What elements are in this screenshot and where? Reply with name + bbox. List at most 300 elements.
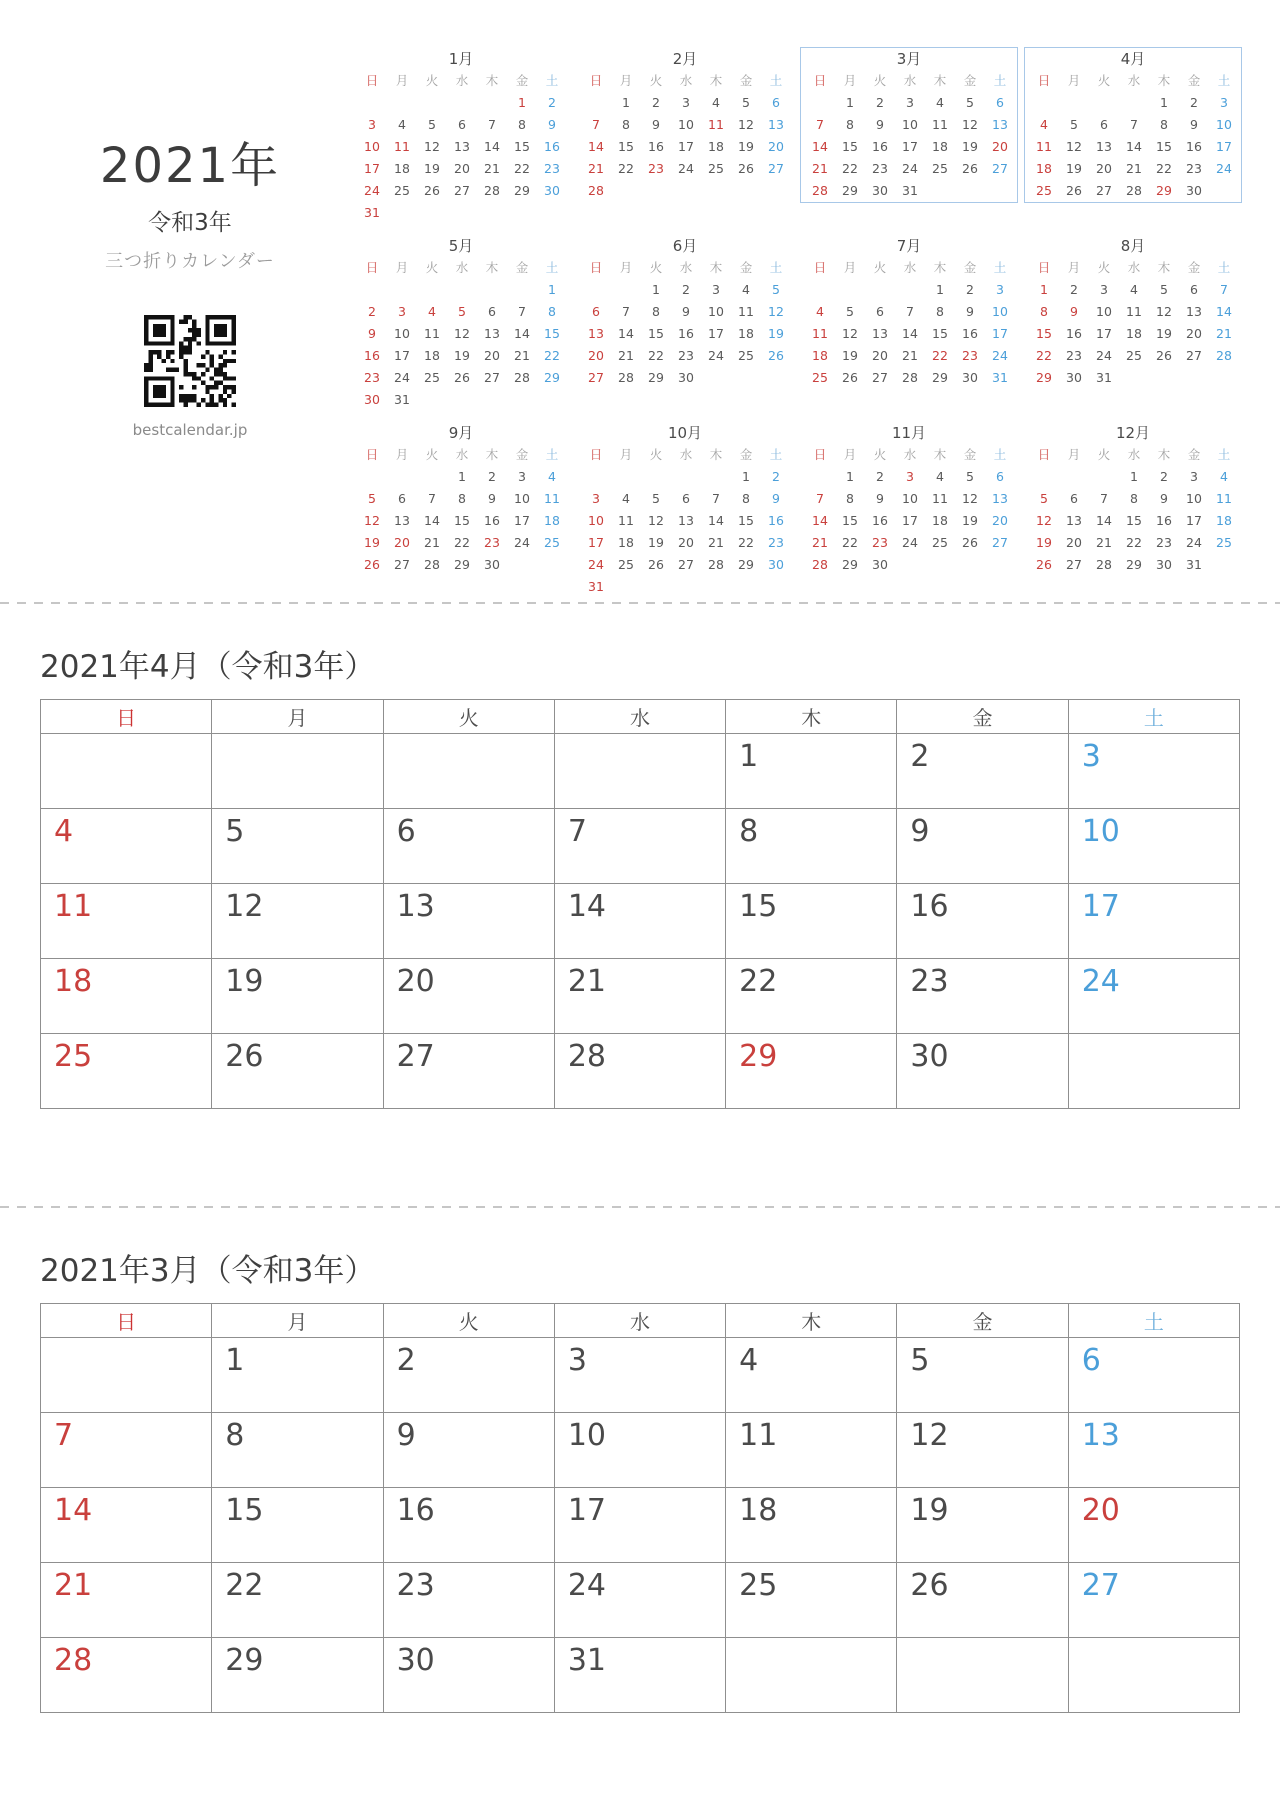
empty-cell xyxy=(701,466,731,488)
mini-date-cell: 22 xyxy=(454,535,470,550)
date-cell: 18 xyxy=(41,959,212,1034)
mini-date-cell: 1 xyxy=(458,469,466,484)
mini-date-cell: 22 xyxy=(842,535,858,550)
mini-weekday-header: 月 xyxy=(1067,447,1081,462)
mini-weekday-header: 月 xyxy=(619,447,633,462)
mini-date-cell: 11 xyxy=(424,326,440,341)
mini-date-cell: 14 xyxy=(708,513,724,528)
weekday-header: 土 xyxy=(1068,1304,1239,1338)
mini-date-cell: 13 xyxy=(484,326,500,341)
mini-date-cell: 3 xyxy=(906,95,914,110)
mini-date-cell: 18 xyxy=(932,513,948,528)
mini-date-cell: 14 xyxy=(424,513,440,528)
mini-date-cell: 20 xyxy=(768,139,784,154)
mini-date-cell: 11 xyxy=(738,304,754,319)
empty-cell xyxy=(507,279,537,301)
mini-weekday-header: 金 xyxy=(1187,73,1201,88)
mini-date-cell: 20 xyxy=(1066,535,1082,550)
empty-cell xyxy=(417,466,447,488)
date-cell: 17 xyxy=(554,1488,725,1563)
date-cell: 12 xyxy=(212,884,383,959)
mini-date-cell: 28 xyxy=(812,183,828,198)
mini-date-cell: 13 xyxy=(394,513,410,528)
mini-weekday-header: 木 xyxy=(933,73,947,88)
mini-weekday-header: 日 xyxy=(1037,260,1051,275)
mini-date-cell: 13 xyxy=(872,326,888,341)
mini-date-cell: 31 xyxy=(1096,370,1112,385)
mini-month-table xyxy=(581,70,789,202)
date-cell: 8 xyxy=(726,809,897,884)
mini-date-cell: 8 xyxy=(518,117,526,132)
mini-weekday-header: 水 xyxy=(1127,260,1141,275)
mini-date-cell: 30 xyxy=(872,183,888,198)
mini-date-cell: 18 xyxy=(932,139,948,154)
mini-weekday-header: 金 xyxy=(963,73,977,88)
date-cell: 24 xyxy=(1068,959,1239,1034)
empty-cell xyxy=(611,466,641,488)
mini-date-cell: 2 xyxy=(772,469,780,484)
weekday-header: 土 xyxy=(1068,700,1239,734)
empty-cell xyxy=(387,466,417,488)
empty-cell xyxy=(417,279,447,301)
mini-date-cell: 10 xyxy=(588,513,604,528)
date-cell: 9 xyxy=(383,1413,554,1488)
mini-weekday-header: 水 xyxy=(903,73,917,88)
mini-date-cell: 23 xyxy=(872,535,888,550)
empty-cell xyxy=(212,734,383,809)
mini-date-cell: 25 xyxy=(708,161,724,176)
year-overview-grid xyxy=(352,47,1242,599)
date-cell: 2 xyxy=(383,1338,554,1413)
mini-date-cell: 12 xyxy=(962,491,978,506)
mini-date-cell: 6 xyxy=(996,95,1004,110)
mini-date-cell: 12 xyxy=(768,304,784,319)
mini-date-cell: 20 xyxy=(1096,161,1112,176)
big-calendar-title: 2021年4月（令和3年） xyxy=(40,649,376,685)
empty-cell xyxy=(895,279,925,301)
date-cell: 22 xyxy=(726,959,897,1034)
mini-date-cell: 26 xyxy=(768,348,784,363)
mini-date-cell: 16 xyxy=(648,139,664,154)
mini-month-10月[interactable] xyxy=(576,421,794,599)
mini-month-title: 5月 xyxy=(448,237,474,255)
big-calendar-april xyxy=(40,648,1240,1109)
mini-date-cell: 24 xyxy=(678,161,694,176)
mini-date-cell: 16 xyxy=(1186,139,1202,154)
mini-date-cell: 30 xyxy=(962,370,978,385)
mini-date-cell: 28 xyxy=(1126,183,1142,198)
mini-date-cell: 14 xyxy=(812,139,828,154)
empty-cell xyxy=(41,1338,212,1413)
mini-date-cell: 29 xyxy=(1126,557,1142,572)
weekday-header: 金 xyxy=(897,700,1068,734)
empty-cell xyxy=(447,92,477,114)
mini-date-cell: 6 xyxy=(398,491,406,506)
mini-date-cell: 7 xyxy=(906,304,914,319)
mini-date-cell: 3 xyxy=(682,95,690,110)
empty-cell xyxy=(1068,1638,1239,1713)
mini-weekday-header: 月 xyxy=(395,73,409,88)
mini-date-cell: 30 xyxy=(678,370,694,385)
empty-cell xyxy=(417,92,447,114)
mini-date-cell: 20 xyxy=(992,139,1008,154)
mini-date-cell: 17 xyxy=(1096,326,1112,341)
mini-date-cell: 13 xyxy=(1186,304,1202,319)
mini-date-cell: 21 xyxy=(514,348,530,363)
mini-date-cell: 29 xyxy=(1156,183,1172,198)
mini-date-cell: 21 xyxy=(1126,161,1142,176)
mini-date-cell: 26 xyxy=(364,557,380,572)
mini-date-cell: 12 xyxy=(1066,139,1082,154)
date-cell: 4 xyxy=(726,1338,897,1413)
mini-date-cell: 12 xyxy=(648,513,664,528)
mini-date-cell: 22 xyxy=(842,161,858,176)
mini-date-cell: 18 xyxy=(618,535,634,550)
mini-date-cell: 15 xyxy=(842,139,858,154)
mini-date-cell: 15 xyxy=(1036,326,1052,341)
mini-date-cell: 16 xyxy=(364,348,380,363)
mini-weekday-header: 土 xyxy=(769,447,783,462)
mini-date-cell: 11 xyxy=(1036,139,1052,154)
mini-date-cell: 7 xyxy=(622,304,630,319)
mini-date-cell: 7 xyxy=(518,304,526,319)
mini-date-cell: 6 xyxy=(1190,282,1198,297)
mini-weekday-header: 土 xyxy=(993,73,1007,88)
mini-date-cell: 24 xyxy=(588,557,604,572)
week-row xyxy=(41,1338,1240,1413)
mini-date-cell: 13 xyxy=(454,139,470,154)
mini-date-cell: 29 xyxy=(454,557,470,572)
mini-date-cell: 31 xyxy=(902,183,918,198)
mini-date-cell: 9 xyxy=(966,304,974,319)
date-cell: 18 xyxy=(726,1488,897,1563)
mini-date-cell: 21 xyxy=(1096,535,1112,550)
mini-date-cell: 13 xyxy=(678,513,694,528)
weekday-header: 月 xyxy=(212,700,383,734)
mini-date-cell: 24 xyxy=(902,535,918,550)
mini-date-cell: 29 xyxy=(738,557,754,572)
mini-date-cell: 28 xyxy=(618,370,634,385)
date-cell: 19 xyxy=(212,959,383,1034)
mini-date-cell: 10 xyxy=(1096,304,1112,319)
mini-month-title: 4月 xyxy=(1120,50,1146,68)
mini-month-12月[interactable] xyxy=(1024,421,1242,577)
mini-date-cell: 7 xyxy=(816,491,824,506)
mini-weekday-header: 土 xyxy=(993,260,1007,275)
empty-cell xyxy=(641,466,671,488)
mini-date-cell: 18 xyxy=(1216,513,1232,528)
mini-weekday-header: 日 xyxy=(365,447,379,462)
mini-weekday-header: 火 xyxy=(425,447,439,462)
mini-date-cell: 10 xyxy=(678,117,694,132)
mini-date-cell: 4 xyxy=(622,491,630,506)
mini-date-cell: 7 xyxy=(816,117,824,132)
mini-weekday-header: 火 xyxy=(873,73,887,88)
mini-month-6月[interactable] xyxy=(576,234,794,390)
mini-date-cell: 29 xyxy=(842,557,858,572)
week-row xyxy=(41,1563,1240,1638)
date-cell: 1 xyxy=(726,734,897,809)
mini-month-table xyxy=(805,257,1013,389)
mini-month-title: 7月 xyxy=(896,237,922,255)
mini-date-cell: 13 xyxy=(768,117,784,132)
mini-weekday-header: 水 xyxy=(903,260,917,275)
mini-weekday-header: 火 xyxy=(1097,447,1111,462)
mini-date-cell: 8 xyxy=(1040,304,1048,319)
mini-date-cell: 27 xyxy=(1186,348,1202,363)
mini-date-cell: 13 xyxy=(1096,139,1112,154)
mini-date-cell: 26 xyxy=(424,183,440,198)
mini-date-cell: 15 xyxy=(1156,139,1172,154)
mini-date-cell: 3 xyxy=(1220,95,1228,110)
mini-date-cell: 23 xyxy=(1156,535,1172,550)
mini-weekday-header: 土 xyxy=(545,260,559,275)
mini-date-cell: 17 xyxy=(708,326,724,341)
mini-date-cell: 22 xyxy=(544,348,560,363)
mini-weekday-header: 日 xyxy=(589,260,603,275)
mini-date-cell: 7 xyxy=(592,117,600,132)
mini-date-cell: 14 xyxy=(812,513,828,528)
mini-date-cell: 16 xyxy=(1156,513,1172,528)
mini-date-cell: 17 xyxy=(992,326,1008,341)
date-cell: 10 xyxy=(554,1413,725,1488)
date-cell: 17 xyxy=(1068,884,1239,959)
mini-date-cell: 4 xyxy=(1040,117,1048,132)
mini-month-title: 6月 xyxy=(672,237,698,255)
mini-date-cell: 6 xyxy=(996,469,1004,484)
date-cell: 24 xyxy=(554,1563,725,1638)
mini-weekday-header: 火 xyxy=(425,73,439,88)
mini-date-cell: 6 xyxy=(876,304,884,319)
date-cell: 4 xyxy=(41,809,212,884)
mini-date-cell: 23 xyxy=(1186,161,1202,176)
mini-weekday-header: 月 xyxy=(619,73,633,88)
mini-date-cell: 23 xyxy=(768,535,784,550)
mini-date-cell: 25 xyxy=(738,348,754,363)
mini-date-cell: 12 xyxy=(1156,304,1172,319)
mini-weekday-header: 水 xyxy=(455,73,469,88)
mini-date-cell: 15 xyxy=(618,139,634,154)
mini-date-cell: 3 xyxy=(906,469,914,484)
mini-date-cell: 14 xyxy=(1216,304,1232,319)
mini-weekday-header: 月 xyxy=(395,260,409,275)
empty-cell xyxy=(383,734,554,809)
mini-date-cell: 26 xyxy=(1036,557,1052,572)
mini-weekday-header: 火 xyxy=(649,73,663,88)
empty-cell xyxy=(1029,92,1059,114)
mini-date-cell: 20 xyxy=(1186,326,1202,341)
mini-month-table xyxy=(357,257,565,411)
mini-weekday-header: 火 xyxy=(873,447,887,462)
empty-cell xyxy=(41,734,212,809)
weekday-header: 金 xyxy=(897,1304,1068,1338)
mini-date-cell: 25 xyxy=(1126,348,1142,363)
empty-cell xyxy=(357,466,387,488)
mini-date-cell: 5 xyxy=(1160,282,1168,297)
mini-date-cell: 28 xyxy=(424,557,440,572)
mini-date-cell: 5 xyxy=(742,95,750,110)
mini-date-cell: 1 xyxy=(1040,282,1048,297)
mini-month-11月[interactable] xyxy=(800,421,1018,577)
mini-month-7月[interactable] xyxy=(800,234,1018,390)
empty-cell xyxy=(671,466,701,488)
mini-date-cell: 19 xyxy=(1036,535,1052,550)
mini-date-cell: 25 xyxy=(618,557,634,572)
mini-month-2月[interactable] xyxy=(576,47,794,203)
mini-date-cell: 2 xyxy=(488,469,496,484)
mini-date-cell: 6 xyxy=(592,304,600,319)
mini-date-cell: 26 xyxy=(842,370,858,385)
mini-date-cell: 22 xyxy=(1156,161,1172,176)
mini-date-cell: 2 xyxy=(1160,469,1168,484)
mini-weekday-header: 土 xyxy=(1217,447,1231,462)
mini-date-cell: 7 xyxy=(1220,282,1228,297)
mini-date-cell: 23 xyxy=(364,370,380,385)
empty-cell xyxy=(1029,466,1059,488)
mini-date-cell: 31 xyxy=(1186,557,1202,572)
mini-date-cell: 28 xyxy=(1216,348,1232,363)
mini-date-cell: 29 xyxy=(842,183,858,198)
date-cell: 28 xyxy=(554,1034,725,1109)
mini-date-cell: 30 xyxy=(768,557,784,572)
mini-weekday-header: 月 xyxy=(843,73,857,88)
mini-date-cell: 2 xyxy=(1070,282,1078,297)
weekday-header: 木 xyxy=(726,1304,897,1338)
mini-date-cell: 21 xyxy=(484,161,500,176)
mini-date-cell: 26 xyxy=(738,161,754,176)
mini-weekday-header: 日 xyxy=(1037,447,1051,462)
mini-date-cell: 15 xyxy=(648,326,664,341)
mini-date-cell: 11 xyxy=(812,326,828,341)
week-row xyxy=(41,884,1240,959)
mini-date-cell: 30 xyxy=(872,557,888,572)
date-cell: 30 xyxy=(897,1034,1068,1109)
mini-date-cell: 14 xyxy=(1096,513,1112,528)
big-calendar-title: 2021年3月（令和3年） xyxy=(40,1253,376,1289)
empty-cell xyxy=(387,92,417,114)
empty-cell xyxy=(477,279,507,301)
mini-date-cell: 4 xyxy=(742,282,750,297)
mini-date-cell: 20 xyxy=(484,348,500,363)
mini-date-cell: 12 xyxy=(738,117,754,132)
mini-date-cell: 13 xyxy=(992,117,1008,132)
mini-date-cell: 24 xyxy=(1216,161,1232,176)
mini-month-8月[interactable] xyxy=(1024,234,1242,390)
mini-date-cell: 8 xyxy=(622,117,630,132)
mini-date-cell: 22 xyxy=(648,348,664,363)
mini-date-cell: 2 xyxy=(876,95,884,110)
mini-date-cell: 5 xyxy=(772,282,780,297)
brand-block xyxy=(70,138,310,439)
mini-weekday-header: 木 xyxy=(485,260,499,275)
mini-month-table xyxy=(581,257,789,389)
empty-cell xyxy=(477,92,507,114)
mini-date-cell: 29 xyxy=(932,370,948,385)
qr-code-icon xyxy=(144,315,236,407)
mini-month-9月[interactable] xyxy=(352,421,570,577)
mini-date-cell: 17 xyxy=(902,139,918,154)
mini-date-cell: 3 xyxy=(996,282,1004,297)
mini-date-cell: 3 xyxy=(1100,282,1108,297)
mini-date-cell: 8 xyxy=(936,304,944,319)
date-cell: 25 xyxy=(726,1563,897,1638)
mini-date-cell: 27 xyxy=(1066,557,1082,572)
weekday-header: 水 xyxy=(554,1304,725,1338)
mini-weekday-header: 金 xyxy=(1187,260,1201,275)
empty-cell xyxy=(357,279,387,301)
mini-date-cell: 11 xyxy=(932,491,948,506)
mini-date-cell: 1 xyxy=(1130,469,1138,484)
date-cell: 29 xyxy=(212,1638,383,1713)
mini-weekday-header: 日 xyxy=(813,73,827,88)
mini-weekday-header: 土 xyxy=(1217,260,1231,275)
mini-weekday-header: 金 xyxy=(739,447,753,462)
mini-weekday-header: 水 xyxy=(455,447,469,462)
empty-cell xyxy=(611,279,641,301)
mini-date-cell: 29 xyxy=(1036,370,1052,385)
mini-date-cell: 16 xyxy=(484,513,500,528)
mini-date-cell: 7 xyxy=(712,491,720,506)
mini-date-cell: 4 xyxy=(936,469,944,484)
mini-date-cell: 1 xyxy=(622,95,630,110)
date-cell: 13 xyxy=(383,884,554,959)
mini-date-cell: 18 xyxy=(1126,326,1142,341)
mini-date-cell: 27 xyxy=(992,535,1008,550)
mini-date-cell: 20 xyxy=(678,535,694,550)
empty-cell xyxy=(865,279,895,301)
mini-date-cell: 26 xyxy=(1066,183,1082,198)
mini-month-table xyxy=(805,70,1013,202)
mini-date-cell: 28 xyxy=(1096,557,1112,572)
mini-date-cell: 21 xyxy=(424,535,440,550)
mini-month-3月[interactable] xyxy=(800,47,1018,203)
mini-date-cell: 7 xyxy=(488,117,496,132)
big-calendar-march xyxy=(40,1252,1240,1713)
mini-date-cell: 3 xyxy=(712,282,720,297)
mini-date-cell: 4 xyxy=(398,117,406,132)
mini-date-cell: 29 xyxy=(514,183,530,198)
mini-weekday-header: 火 xyxy=(425,260,439,275)
mini-date-cell: 18 xyxy=(424,348,440,363)
mini-month-5月[interactable] xyxy=(352,234,570,412)
date-cell: 12 xyxy=(897,1413,1068,1488)
mini-date-cell: 19 xyxy=(648,535,664,550)
date-cell: 6 xyxy=(1068,1338,1239,1413)
mini-date-cell: 5 xyxy=(368,491,376,506)
mini-date-cell: 27 xyxy=(588,370,604,385)
mini-weekday-header: 木 xyxy=(709,260,723,275)
mini-weekday-header: 水 xyxy=(1127,73,1141,88)
mini-date-cell: 9 xyxy=(876,117,884,132)
mini-month-4月[interactable] xyxy=(1024,47,1242,203)
weekday-header: 日 xyxy=(41,700,212,734)
mini-weekday-header: 木 xyxy=(709,447,723,462)
mini-date-cell: 9 xyxy=(876,491,884,506)
date-cell: 7 xyxy=(41,1413,212,1488)
week-row xyxy=(41,1638,1240,1713)
mini-weekday-header: 月 xyxy=(395,447,409,462)
mini-date-cell: 18 xyxy=(708,139,724,154)
mini-date-cell: 11 xyxy=(708,117,724,132)
mini-date-cell: 1 xyxy=(846,95,854,110)
mini-date-cell: 19 xyxy=(768,326,784,341)
empty-cell xyxy=(805,279,835,301)
mini-date-cell: 15 xyxy=(932,326,948,341)
mini-month-1月[interactable] xyxy=(352,47,570,225)
weekday-header: 木 xyxy=(726,700,897,734)
date-cell: 13 xyxy=(1068,1413,1239,1488)
year-title: 2021年 xyxy=(99,138,281,194)
